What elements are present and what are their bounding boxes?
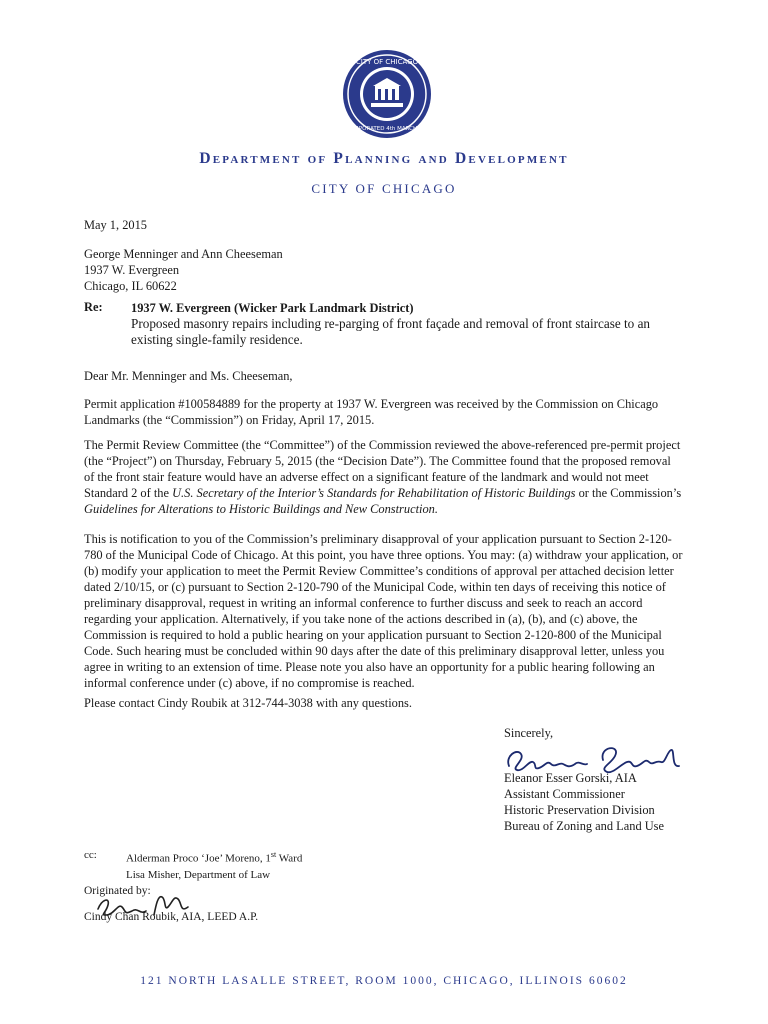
footer-address: 121 NORTH LASALLE STREET, ROOM 1000, CHICAGO, ILLINOIS 60602 [140,975,628,987]
guidelines-title: Guidelines for Alterations to Historic Buildings and New Construction. [84,502,438,516]
cc-law-dept: Lisa Misher, Department of Law [126,868,271,881]
letter-date: May 1, 2015 [84,218,147,232]
salutation: Dear Mr. Menninger and Ms. Cheeseman, [84,369,293,383]
recipient-city: Chicago, IL 60622 [84,279,177,293]
signer-block [504,770,664,834]
svg-text:INCORPORATED 4th MARCH 1837: INCORPORATED 4th MARCH 1837 [341,126,433,132]
re-subject [131,300,671,348]
city-seal-logo [341,48,433,140]
paragraph-text-middle: or the Commission’s [575,486,682,500]
signer-name: Eleanor Esser Gorski, AIA [504,771,637,785]
re-title: 1937 W. Evergreen (Wicker Park Landmark District) [131,301,414,315]
paragraph-notification: This is notification to you of the Commission’s preliminary disapproval of your application pursuant to Section 2-120-780 of the Municipal Code of Chicago. At this point, you have three options. You may: (a) withdraw your application, or (b) modify your application to meet the Permit Review Committee’s conditions of approval per attached decision letter dated 2/10/15, or (c) pursuant to Section 2-120-790 of the Municipal Code, within ten days of receiving this notice of preliminary disapproval, request in writing an informal conference to further discuss and seek to reach an accord regarding your application. Alternatively, if you take none of the actions described in (a), (b), and (c) above, the Commission is required to hold a public hearing on your application pursuant to Section 2-120-800 of the Municipal Code. Such hearing must be concluded within 90 days after the date of this preliminary disapproval letter, unless you agree in writing to an extension of time. Please note you also have an opportunity for a public hearing following an informal conference under (c) above, if no compromise is reached. [84,532,683,690]
paragraph-committee-review [84,437,684,517]
recipient-street: 1937 W. Evergreen [84,263,180,277]
originator-name: Cindy Chan Roubik, AIA, LEED A.P. [84,911,259,923]
closing: Sincerely, [504,726,554,740]
department-title: Department of Planning and Development [199,150,569,167]
contact-line: Please contact Cindy Roubik at 312-744-3038 with any questions. [84,696,412,710]
city-title: CITY OF CHICAGO [311,181,457,196]
signer-bureau: Bureau of Zoning and Land Use [504,819,665,833]
originated-label: Originated by: [84,885,151,897]
cc-label: cc: [84,849,97,861]
re-label: Re: [84,300,103,314]
re-description: Proposed masonry repairs including re-parging of front façade and removal of front staircase to an existing single-family residence. [131,316,651,347]
signer-division: Historic Preservation Division [504,803,655,817]
paragraph-permit-received: Permit application #100584889 for the property at 1937 W. Evergreen was received by the Commission on Chicago Landmarks (the “Commission”) on Friday, April 17, 2015. [84,397,659,427]
paragraph-text: The Permit Review Committee (the “Committee”) of the Commission reviewed the above-referenced pre-permit project (the “Project”) on Thursday, February 5, 2015 (the “Decision Date”). The Committee found that the proposed removal of the front stair feature would have an adverse effect on a significant feature of the landmark and would not meet Standard 2 of the [84,438,681,500]
svg-text:CITY OF CHICAGO: CITY OF CHICAGO [355,58,419,66]
recipient-address [84,246,684,294]
signer-title: Assistant Commissioner [504,787,625,801]
cc-list [126,847,302,883]
cc-alderman: Alderman Proco ‘Joe’ Moreno, 1st Ward [126,850,303,865]
standards-title: U.S. Secretary of the Interior’s Standards for Rehabilitation of Historic Buildings [172,486,576,500]
recipient-name: George Menninger and Ann Cheeseman [84,247,283,261]
